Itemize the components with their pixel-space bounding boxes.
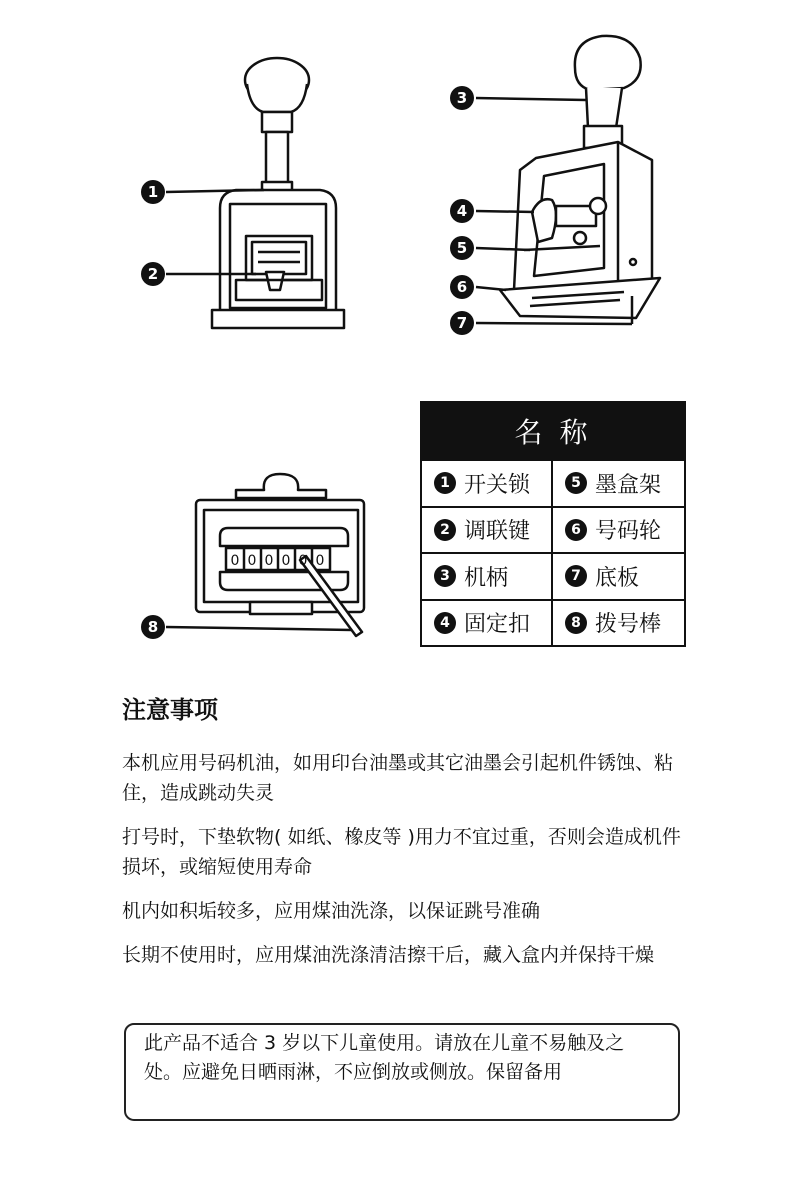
wheel-digit: 0 xyxy=(298,553,308,569)
part-name-cell xyxy=(422,459,553,506)
notes-list xyxy=(122,748,692,984)
part-name: 开关锁 xyxy=(464,472,531,498)
part-name-cell xyxy=(422,552,553,599)
note-item: 本机应用号码机油，如用印台油墨或其它油墨会引起机件锈蚀、粘住，造成跳动失灵 xyxy=(122,752,674,804)
callout-3: 3 xyxy=(456,89,468,107)
part-name: 调联键 xyxy=(464,519,531,545)
wheel-digit: 0 xyxy=(281,553,291,569)
front-view-drawing xyxy=(212,58,344,328)
part-name: 拨号棒 xyxy=(595,612,662,638)
part-name: 机柄 xyxy=(464,565,509,591)
part-number-badge: 4 xyxy=(434,612,456,634)
part-number-badge: 2 xyxy=(434,519,456,541)
notes-title: 注意事项 xyxy=(122,696,218,724)
side-view-drawing xyxy=(500,36,660,318)
wheel-digit: 0 xyxy=(264,553,274,569)
part-name: 底板 xyxy=(595,565,640,591)
part-number-badge: 6 xyxy=(565,519,587,541)
callout-8: 8 xyxy=(147,618,159,636)
wheel-digit: 0 xyxy=(247,553,257,569)
part-name: 固定扣 xyxy=(464,612,531,638)
part-name-cell xyxy=(422,599,553,646)
part-number-badge: 5 xyxy=(565,472,587,494)
part-number-badge: 7 xyxy=(565,565,587,587)
part-name-cell xyxy=(553,506,684,553)
child-safety-warning: 此产品不适合 3 岁以下儿童使用。请放在儿童不易触及之处。应避免日晒雨淋，不应倒放或侧放。保留备用 xyxy=(124,1023,680,1121)
part-name-cell xyxy=(553,552,684,599)
part-name-cell xyxy=(553,599,684,646)
note-item: 打号时，下垫软物( 如纸、橡皮等 )用力不宜过重，否则会造成机件损坏，或缩短使用寿命 xyxy=(122,826,681,878)
wheel-digit: 0 xyxy=(230,553,240,569)
part-name-cell xyxy=(422,506,553,553)
parts-names-table xyxy=(420,401,686,647)
callout-4: 4 xyxy=(456,202,468,220)
note-item: 机内如积垢较多，应用煤油洗涤，以保证跳号准确 xyxy=(122,900,541,922)
part-number-badge: 1 xyxy=(434,472,456,494)
callout-5: 5 xyxy=(456,239,468,257)
part-name: 墨盒架 xyxy=(595,472,662,498)
part-number-badge: 8 xyxy=(565,612,587,634)
part-name-cell xyxy=(553,459,684,506)
callout-6: 6 xyxy=(456,278,468,296)
part-number-badge: 3 xyxy=(434,565,456,587)
callout-7: 7 xyxy=(456,314,468,332)
callout-1: 1 xyxy=(147,183,159,201)
note-item: 长期不使用时，应用煤油洗涤清洁擦干后，藏入盒内并保持干燥 xyxy=(122,944,655,966)
callout-2: 2 xyxy=(147,265,159,283)
wheel-digit: 0 xyxy=(315,553,325,569)
bottom-view-drawing xyxy=(196,474,364,636)
names-table-header: 名 称 xyxy=(422,403,684,459)
part-name: 号码轮 xyxy=(595,519,662,545)
